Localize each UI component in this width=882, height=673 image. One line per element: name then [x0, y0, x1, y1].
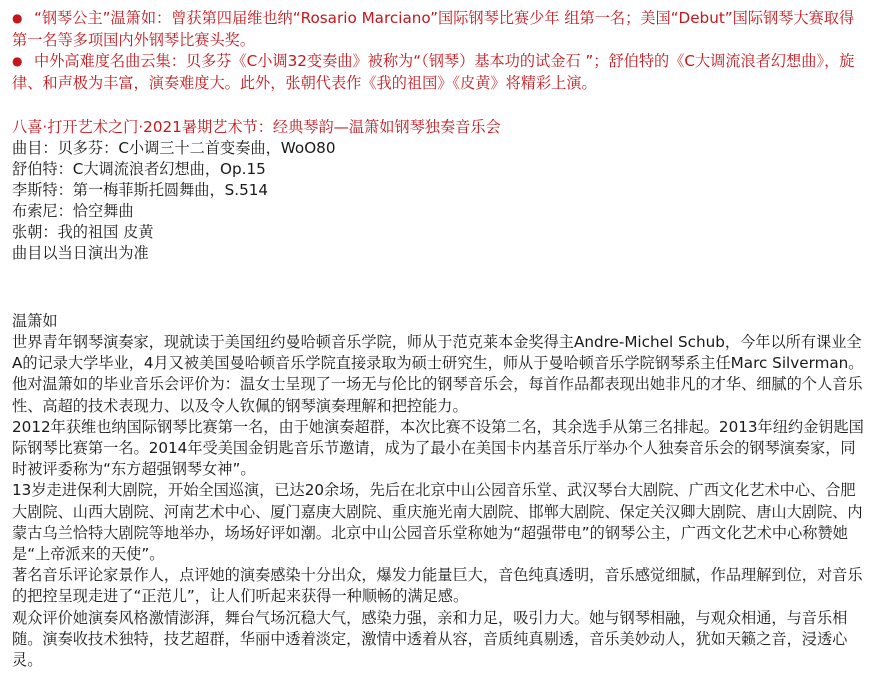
bio-paragraph: 世界青年钢琴演奏家，现就读于美国纽约曼哈顿音乐学院，师从于范克莱本金奖得主Andre-Michel Schub，今年以所有课业全A的记录大学毕业，4月又被美国曼哈顿音乐学院直接录取为硕士研究生，师从于曼哈顿音乐学院钢琴系主任Marc Silverman。他对温箫如的毕业音乐会评价为：温女士呈现了一场无与伦比的钢琴音乐会，每首作品都表现出她非凡的才华、细腻的个人音乐性、高超的技术表现力、以及令人钦佩的钢琴演奏理解和把控能力。	[12, 333, 864, 415]
program-list	[12, 138, 868, 264]
bullet-icon: ●	[12, 54, 23, 68]
program-line: 舒伯特：C大调流浪者幻想曲，Op.15	[12, 160, 266, 178]
highlight-text: “钢琴公主”温箫如：曾获第四届维也纳“Rosario Marciano”国际钢琴比赛少年 组第一名；美国“Debut”国际钢琴大赛取得第一名等多项国内外钢琴比赛头奖。	[12, 9, 855, 49]
program-line: 李斯特：第一梅菲斯托圆舞曲，S.514	[12, 181, 269, 199]
program-line: 曲目以当日演出为准	[12, 244, 149, 262]
program-line: 张朝：我的祖国 皮黄	[12, 223, 154, 241]
bio-paragraph: 13岁走进保利大剧院，开始全国巡演，已达20余场，先后在北京中山公园音乐堂、武汉琴台大剧院、广西文化艺术中心、合肥大剧院、山西大剧院、河南艺术中心、厦门嘉庚大剧院、重庆施光南大剧院、邯郸大剧院、保定关汉卿大剧院、唐山大剧院、内蒙古乌兰恰特大剧院等地举办，场场好评如潮。北京中山公园音乐堂称她为“超强带电”的钢琴公主，广西文化艺术中心称赞她是“上帝派来的天使”。	[12, 481, 863, 564]
highlights-section	[12, 8, 868, 94]
highlight-text: 中外高难度名曲云集：贝多芬《C小调32变奏曲》被称为“（钢琴）基本功的试金石 ”；舒伯特的《C大调流浪者幻想曲》，旋律、和声极为丰富，演奏难度大。此外，张朝代表作《我的祖国》《皮黄》将精彩上演。	[12, 52, 855, 92]
highlight-item	[12, 51, 868, 94]
bio-paragraph: 观众评价她演奏风格激情澎湃，舞台气场沉稳大气，感染力强，亲和力足，吸引力大。她与钢琴相融，与观众相通，与音乐相随。演奏收技术独特，技艺超群，华丽中透着淡定，激情中透着从容，音质纯真剔透，音乐美妙动人，犹如天籁之音，浸透心灵。	[12, 608, 848, 670]
bullet-icon: ●	[12, 11, 23, 25]
bio-paragraph: 2012年获维也纳国际钢琴比赛第一名，由于她演奏超群，本次比赛不设第二名，其余选手从第三名排起。2013年纽约金钥匙国际钢琴比赛第一名。2014年受美国金钥匙音乐节邀请，成为了最小在美国卡内基音乐厅举办个人独奏音乐会的钢琴演奏家，同时被评委称为“东方超强钢琴女神”。	[12, 417, 864, 479]
highlight-item	[12, 8, 868, 51]
program-line: 布索尼：恰空舞曲	[12, 202, 134, 220]
program-line: 曲目：贝多芬：C小调三十二首变奏曲，WoO80	[12, 139, 336, 157]
bio-paragraph: 著名音乐评论家景作人，点评她的演奏感染十分出众，爆发力能量巨大，音色纯真透明，音乐感觉细腻，作品理解到位，对音乐的把控呈现走进了“正范儿”，让人们听起来获得一种顺畅的满足感。	[12, 566, 863, 606]
bio-section	[12, 332, 868, 671]
concert-title: 八喜·打开艺术之门·2021暑期艺术节：经典琴韵—温箫如钢琴独奏音乐会	[12, 118, 501, 136]
bio-name: 温箫如	[12, 312, 58, 330]
